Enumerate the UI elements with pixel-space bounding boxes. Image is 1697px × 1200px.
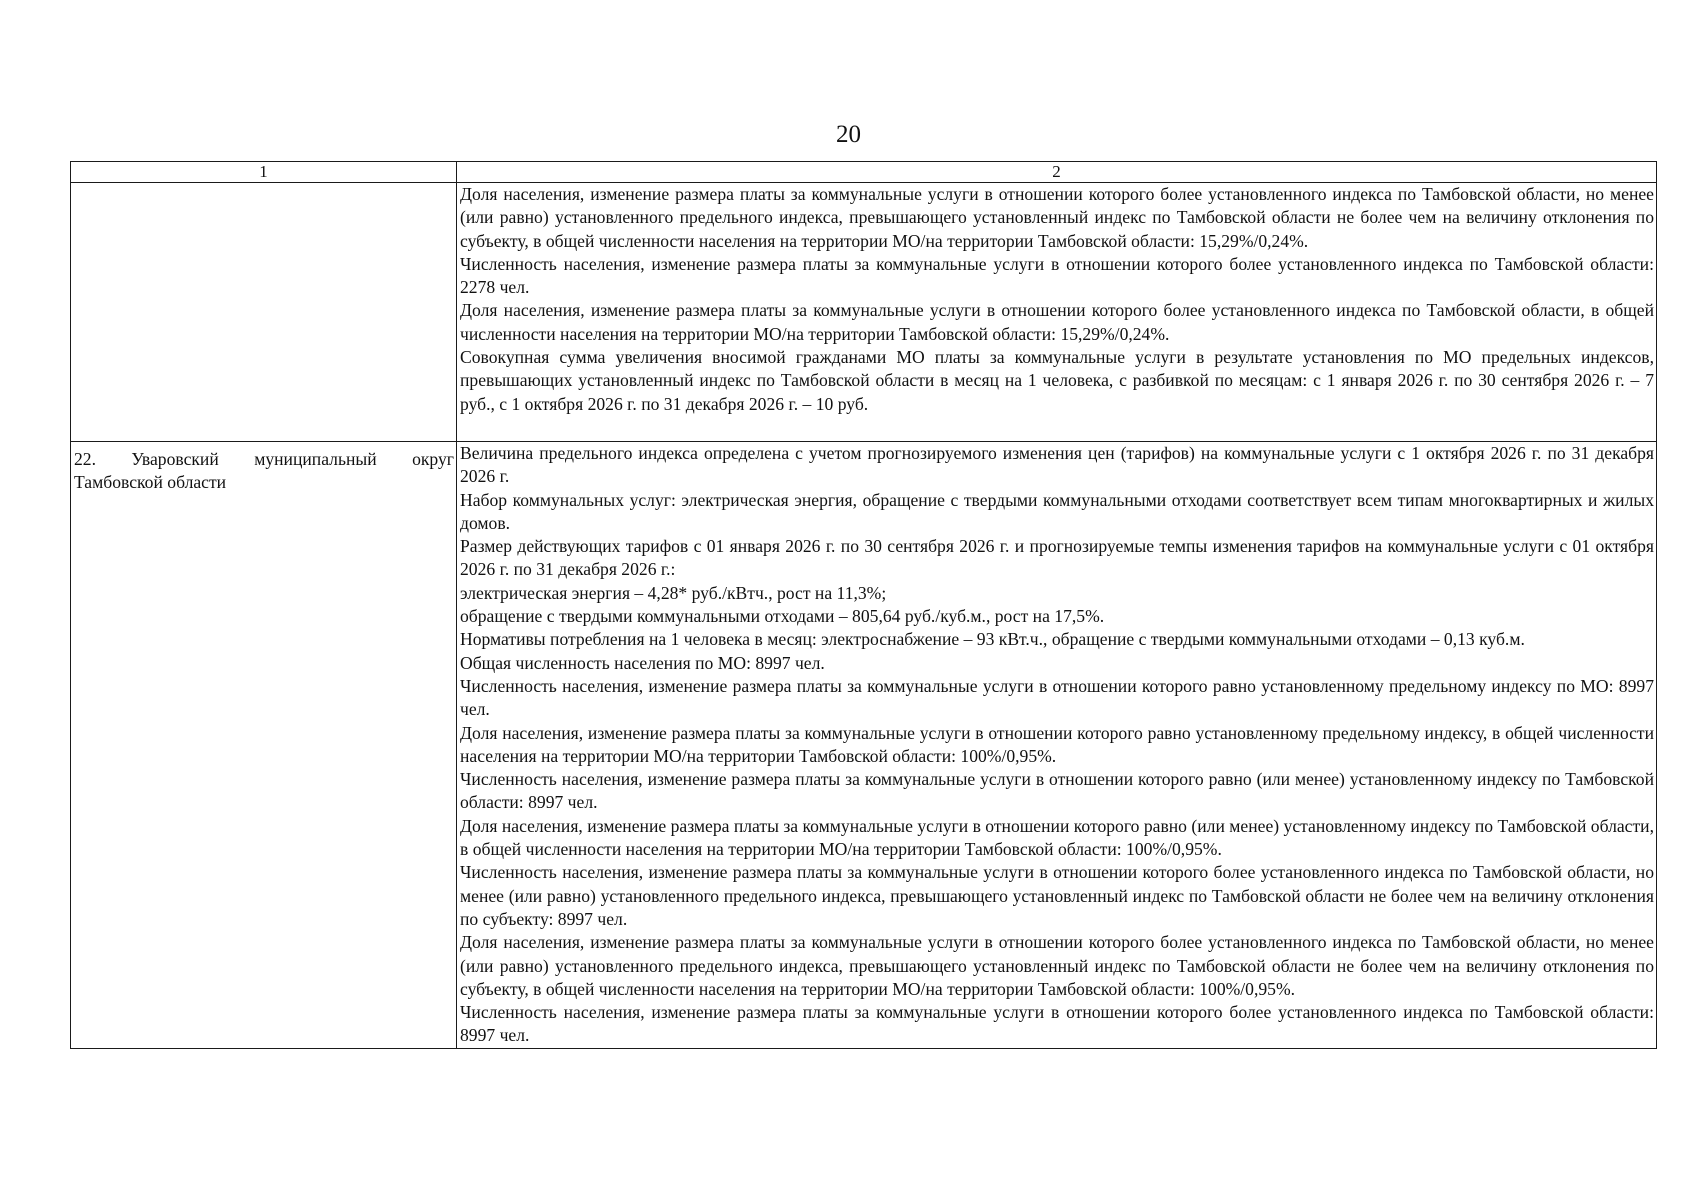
indicators-cell bbox=[457, 183, 1657, 442]
paragraph: Доля населения, изменение размера платы за коммунальные услуги в отношении которого более установленного индекса по Тамбовской области, в общей численности населения на территории МО/на территории Тамбовской области: 15,29%/0,24%. bbox=[460, 300, 1654, 344]
municipality-cell bbox=[71, 442, 457, 1049]
paragraph: Доля населения, изменение размера платы за коммунальные услуги в отношении которого равно (или менее) установленному индексу по Тамбовской области, в общей численности населения на территории МО/на территории Тамбовской области: 100%/0,95%. bbox=[460, 815, 1654, 860]
indicators-cell bbox=[457, 442, 1657, 1049]
paragraph: Численность населения, изменение размера платы за коммунальные услуги в отношении которого более установленного индекса по Тамбовской области: 8997 чел. bbox=[460, 1002, 1654, 1046]
paragraph: Совокупная сумма увеличения вносимой гражданами МО платы за коммунальные услуги в результате установления по МО предельных индексов, превышающих установленный индекс по Тамбовской области в месяц на 1 человека, с разбивкой по месяцам: с 1 января 2026 г. по 30 сентября 2026 г. – 7 руб., с 1 октября 2026 г. по 31 декабря 2026 г. – 10 руб. bbox=[460, 347, 1654, 414]
table-row bbox=[71, 183, 1657, 442]
table-row bbox=[71, 442, 1657, 1049]
paragraph: Численность населения, изменение размера платы за коммунальные услуги в отношении которого более установленного индекса по Тамбовской области: 2278 чел. bbox=[460, 253, 1654, 298]
paragraph: Доля населения, изменение размера платы за коммунальные услуги в отношении которого равно установленному предельному индексу, в общей численности населения на территории МО/на территории Тамбовской области: 100%/0,95%. bbox=[460, 722, 1654, 766]
paragraph: обращение с твердыми коммунальными отходами – 805,64 руб./куб.м., рост на 17,5%. bbox=[460, 606, 1105, 627]
paragraph: Нормативы потребления на 1 человека в месяц: электроснабжение – 93 кВт.ч., обращение с твердыми коммунальными отходами – 0,13 куб.м. bbox=[460, 629, 1525, 650]
municipality-cell-empty bbox=[71, 183, 457, 442]
paragraph: Набор коммунальных услуг: электрическая энергия, обращение с твердыми коммунальными отходами соответствует всем типам многоквартирных и жилых домов. bbox=[460, 489, 1654, 533]
paragraph: Размер действующих тарифов с 01 января 2026 г. по 30 сентября 2026 г. и прогнозируемые темпы изменения тарифов на коммунальные услуги с 01 октября 2026 г. по 31 декабря 2026 г.: bbox=[460, 536, 1654, 580]
paragraph: Численность населения, изменение размера платы за коммунальные услуги в отношении которого более установленного индекса по Тамбовской области, но менее (или равно) установленного предельного индекса, превышающего установленный индекс по Тамбовской области не более чем на величину отклонения по субъекту: 8997 чел. bbox=[460, 862, 1654, 929]
paragraph: Численность населения, изменение размера платы за коммунальные услуги в отношении которого равно установленному предельному индексу по МО: 8997 чел. bbox=[460, 675, 1654, 720]
tariff-table bbox=[70, 161, 1657, 1049]
paragraph: Доля населения, изменение размера платы за коммунальные услуги в отношении которого более установленного индекса по Тамбовской области, но менее (или равно) установленного предельного индекса, превышающего установленный индекс по Тамбовской области не более чем на величину отклонения по субъекту, в общей численности населения на территории МО/на территории Тамбовской области: 15,29%/0,24%. bbox=[460, 184, 1654, 251]
page-number: 20 bbox=[836, 121, 861, 148]
paragraph: Численность населения, изменение размера платы за коммунальные услуги в отношении которого равно (или менее) установленному индексу по Тамбовской области: 8997 чел. bbox=[460, 769, 1654, 813]
municipality-name: 22. Уваровский муниципальный округ Тамбовской области bbox=[74, 449, 454, 493]
table-header-row bbox=[71, 162, 1657, 183]
paragraph: Доля населения, изменение размера платы за коммунальные услуги в отношении которого более установленного индекса по Тамбовской области, но менее (или равно) установленного предельного индекса, превышающего установленный индекс по Тамбовской области не более чем на величину отклонения по субъекту, в общей численности населения на территории МО/на территории Тамбовской области: 100%/0,95%. bbox=[460, 932, 1654, 999]
column-header-1: 1 bbox=[71, 162, 457, 183]
column-header-2: 2 bbox=[457, 162, 1657, 183]
paragraph: Общая численность населения по МО: 8997 чел. bbox=[460, 652, 825, 673]
paragraph: Величина предельного индекса определена с учетом прогнозируемого изменения цен (тарифов) на коммунальные услуги с 1 октября 2026 г. по 31 декабря 2026 г. bbox=[460, 443, 1654, 487]
paragraph: электрическая энергия – 4,28* руб./кВтч., рост на 11,3%; bbox=[460, 582, 887, 603]
